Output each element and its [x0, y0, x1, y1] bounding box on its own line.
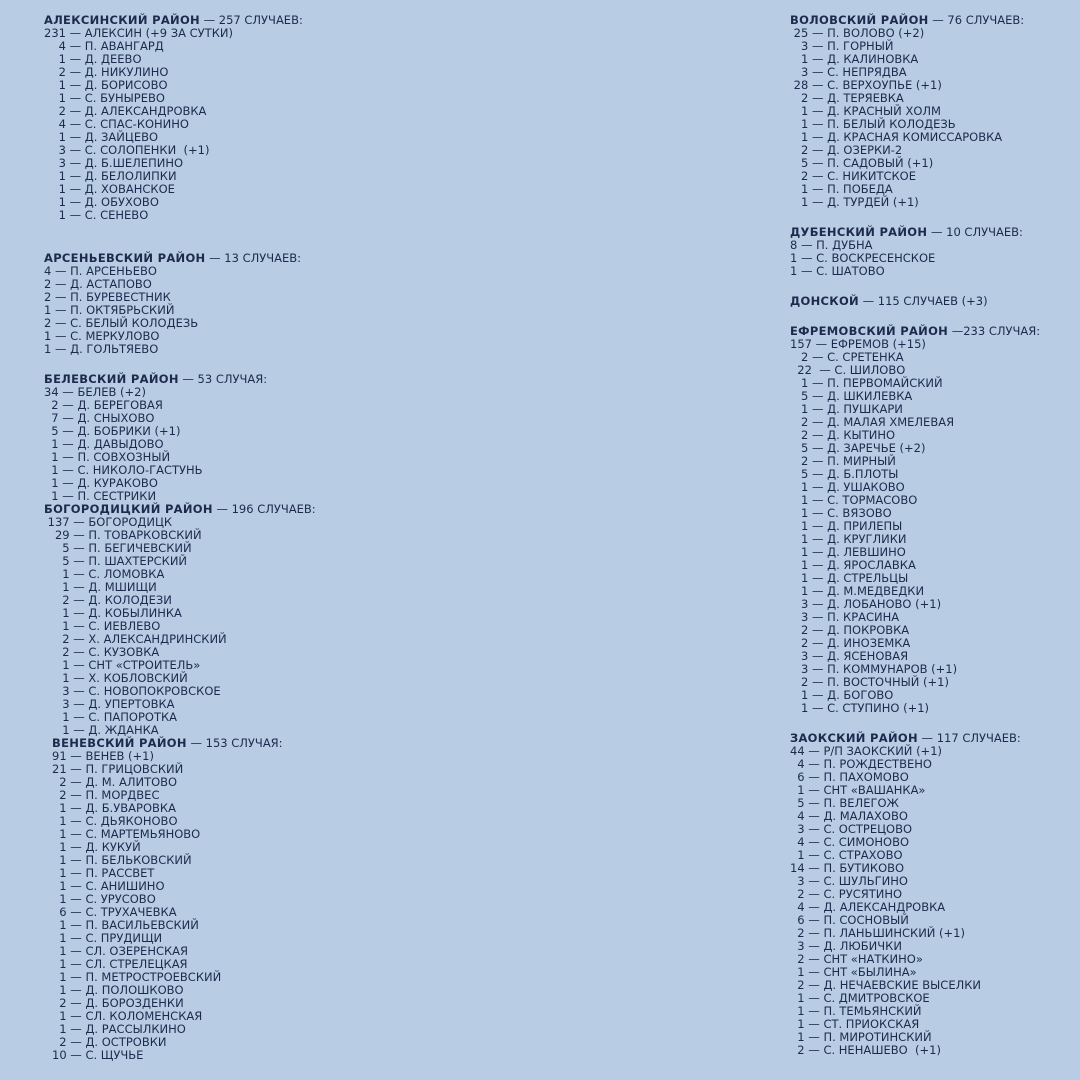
locality-entry: 34 — БЕЛЕВ (+2)	[44, 385, 146, 399]
locality-entry: 1 — С. СТРАХОВО	[790, 848, 903, 862]
locality-entry: 1 — Д. КУКУЙ	[52, 840, 141, 854]
locality-entry: 1 — П. СЕСТРИКИ	[44, 489, 157, 503]
locality-entry: 1 — Д. УШАКОВО	[790, 480, 905, 494]
locality-entry: 1 — Д. ДЕЕВО	[44, 52, 142, 66]
locality-entry: 1 — Д. ХОВАНСКОЕ	[44, 182, 175, 196]
district-summary: —233 СЛУЧАЯ:	[948, 324, 1041, 338]
locality-entry: 157 — ЕФРЕМОВ (+15)	[790, 337, 926, 351]
locality-entry: 1 — С. ИЕВЛЕВО	[44, 619, 161, 633]
district-block	[790, 732, 1075, 1057]
locality-entry: 1 — Д. РАССЫЛКИНО	[52, 1022, 186, 1036]
locality-entry: 1 — С. ШАТОВО	[790, 264, 885, 278]
district-summary: — 117 СЛУЧАЕВ:	[917, 731, 1021, 745]
locality-entry: 2 — П. ВОСТОЧНЫЙ (+1)	[790, 675, 949, 689]
locality-entry: 1 — П. БЕЛЫЙ КОЛОДЕЗЬ	[790, 117, 956, 131]
locality-entry: 3 — П. КОММУНАРОВ (+1)	[790, 662, 958, 676]
locality-entry: 3 — С. НОВОПОКРОВСКОЕ	[44, 684, 221, 698]
locality-entry: 1 — СНТ «БЫЛИНА»	[790, 965, 917, 979]
locality-entry: 2 — П. ЛАНЬШИНСКИЙ (+1)	[790, 926, 965, 940]
locality-entry: 1 — П. МЕТРОСТРОЕВСКИЙ	[52, 970, 222, 984]
locality-entry: 1 — П. БЕЛЬКОВСКИЙ	[52, 853, 192, 867]
locality-entry: 1 — Д. БОРИСОВО	[44, 78, 168, 92]
locality-entry: 2 — Д. АСТАПОВО	[44, 277, 152, 291]
locality-entry: 2 — С. НЕНАШЕВО (+1)	[790, 1043, 941, 1057]
locality-entry: 6 — П. ПАХОМОВО	[790, 770, 909, 784]
locality-entry: 1 — Д. КАЛИНОВКА	[790, 52, 919, 66]
locality-entry: 1 — С. БУНЫРЕВО	[44, 91, 165, 105]
locality-entry: 1 — С. СЕНЕВО	[44, 208, 149, 222]
district-name: ЕФРЕМОВСКИЙ РАЙОН	[790, 324, 949, 338]
locality-entry: 1 — Д. ГОЛЬТЯЕВО	[44, 342, 159, 356]
locality-entry: 2 — Д. М. АЛИТОВО	[52, 775, 178, 789]
locality-entry: 1 — Д. ПОЛОШКОВО	[52, 983, 184, 997]
locality-entry: 2 — Д. БЕРЕГОВАЯ	[44, 398, 163, 412]
locality-entry: 2 — С. НИКИТСКОЕ	[790, 169, 916, 183]
district-name: АЛЕКСИНСКИЙ РАЙОН	[44, 13, 200, 27]
locality-entry: 3 — П. ГОРНЫЙ	[790, 39, 894, 53]
locality-entry: 1 — Д. ЖДАНКА	[44, 723, 159, 737]
locality-entry: 1 — Д. М.МЕДВЕДКИ	[790, 584, 925, 598]
district-block	[790, 295, 1075, 308]
locality-entry: 1 — Д. ПУШКАРИ	[790, 402, 903, 416]
locality-entry: 2 — Х. АЛЕКСАНДРИНСКИЙ	[44, 632, 227, 646]
locality-entry: 29 — П. ТОВАРКОВСКИЙ	[44, 528, 202, 542]
district-block	[52, 737, 564, 1062]
locality-entry: 6 — С. ТРУХАЧЕВКА	[52, 905, 177, 919]
locality-entry: 1 — СЛ. КОЛОМЕНСКАЯ	[52, 1009, 203, 1023]
locality-entry: 4 — Д. МАЛАХОВО	[790, 809, 908, 823]
locality-entry: 25 — П. ВОЛОВО (+2)	[790, 26, 925, 40]
district-summary: — 10 СЛУЧАЕВ:	[927, 225, 1023, 239]
locality-entry: 1 — Д. ОБУХОВО	[44, 195, 159, 209]
district-name: ВЕНЕВСКИЙ РАЙОН	[52, 736, 187, 750]
locality-entry: 1 — Д. КРАСНАЯ КОМИССАРОВКА	[790, 130, 1003, 144]
locality-entry: 1 — П. ВАСИЛЬЕВСКИЙ	[52, 918, 199, 932]
locality-entry: 4 — С. СПАС-КОНИНО	[44, 117, 189, 131]
locality-entry: 1 — П. СОВХОЗНЫЙ	[44, 450, 171, 464]
district-block	[790, 325, 1075, 715]
locality-entry: 1 — Д. ТУРДЕЙ (+1)	[790, 195, 919, 209]
locality-entry: 1 — Д. КОБЫЛИНКА	[44, 606, 182, 620]
locality-entry: 2 — Д. АЛЕКСАНДРОВКА	[44, 104, 207, 118]
locality-entry: 44 — Р/П ЗАОКСКИЙ (+1)	[790, 744, 942, 758]
locality-entry: 28 — С. ВЕРХОУПЬЕ (+1)	[790, 78, 942, 92]
locality-entry: 6 — П. СОСНОВЫЙ	[790, 913, 909, 927]
locality-entry: 2 — Д. ИНОЗЕМКА	[790, 636, 911, 650]
locality-entry: 3 — Д. УПЕРТОВКА	[44, 697, 175, 711]
locality-entry: 1 — П. РАССВЕТ	[52, 866, 155, 880]
locality-entry: 1 — С. ДЬЯКОНОВО	[52, 814, 178, 828]
locality-entry: 1 — С. ТОРМАСОВО	[790, 493, 918, 507]
locality-entry: 2 — Д. ТЕРЯЕВКА	[790, 91, 904, 105]
locality-entry: 2 — Д. МАЛАЯ ХМЕЛЕВАЯ	[790, 415, 955, 429]
locality-entry: 4 — Д. АЛЕКСАНДРОВКА	[790, 900, 946, 914]
district-summary: — 196 СЛУЧАЕВ:	[212, 502, 316, 516]
locality-entry: 91 — ВЕНЕВ (+1)	[52, 749, 154, 763]
locality-entry: 1 — П. МИРОТИНСКИЙ	[790, 1030, 932, 1044]
locality-entry: 1 — Д. ЗАЙЦЕВО	[44, 130, 159, 144]
locality-entry: 1 — Д. БОГОВО	[790, 688, 894, 702]
locality-entry: 3 — Д. ЛЮБИЧКИ	[790, 939, 902, 953]
locality-entry: 1 — С. НИКОЛО-ГАСТУНЬ	[44, 463, 203, 477]
locality-entry: 1 — СЛ. СТРЕЛЕЦКАЯ	[52, 957, 188, 971]
locality-entry: 1 — Д. ДАВЫДОВО	[44, 437, 164, 451]
locality-entry: 3 — П. КРАСИНА	[790, 610, 900, 624]
locality-entry: 1 — С. ВЯЗОВО	[790, 506, 892, 520]
locality-entry: 8 — П. ДУБНА	[790, 238, 873, 252]
district-block	[44, 14, 564, 222]
district-summary: — 257 СЛУЧАЕВ:	[199, 13, 303, 27]
locality-entry: 4 — П. АРСЕНЬЕВО	[44, 264, 157, 278]
locality-entry: 14 — П. БУТИКОВО	[790, 861, 905, 875]
district-summary: — 13 СЛУЧАЕВ:	[205, 251, 302, 265]
locality-entry: 1 — СНТ «ВАШАНКА»	[790, 783, 926, 797]
locality-entry: 22 — С. ШИЛОВО	[790, 363, 906, 377]
locality-entry: 4 — П. АВАНГАРД	[44, 39, 164, 53]
locality-entry: 1 — Д. КРУГЛИКИ	[790, 532, 907, 546]
locality-entry: 1 — П. ПОБЕДА	[790, 182, 893, 196]
locality-entry: 2 — Д. ОЗЕРКИ-2	[790, 143, 903, 157]
district-name: АРСЕНЬЕВСКИЙ РАЙОН	[44, 251, 206, 265]
locality-entry: 5 — П. БЕГИЧЕВСКИЙ	[44, 541, 192, 555]
locality-entry: 1 — С. ВОСКРЕСЕНСКОЕ	[790, 251, 936, 265]
district-name: ДУБЕНСКИЙ РАЙОН	[790, 225, 928, 239]
locality-entry: 2 — С. РУСЯТИНО	[790, 887, 903, 901]
locality-entry: 2 — Д. ПОКРОВКА	[790, 623, 910, 637]
district-name: БОГОРОДИЦКИЙ РАЙОН	[44, 502, 213, 516]
locality-entry: 1 — СНТ «СТРОИТЕЛЬ»	[44, 658, 201, 672]
district-block	[44, 252, 564, 356]
locality-entry: 1 — СТ. ПРИОКСКАЯ	[790, 1017, 920, 1031]
district-name: БЕЛЕВСКИЙ РАЙОН	[44, 372, 179, 386]
locality-entry: 2 — Д. КЫТИНО	[790, 428, 896, 442]
district-block	[790, 226, 1075, 278]
locality-entry: 3 — Д. ЯСЕНОВАЯ	[790, 649, 909, 663]
locality-entry: 1 — Д. ЯРОСЛАВКА	[790, 558, 916, 572]
locality-entry: 5 — П. ВЕЛЕГОЖ	[790, 796, 899, 810]
locality-entry: 1 — Д. БЕЛОЛИПКИ	[44, 169, 177, 183]
locality-entry: 1 — Д. СТРЕЛЬЦЫ	[790, 571, 909, 585]
locality-entry: 1 — С. ПАПОРОТКА	[44, 710, 178, 724]
locality-entry: 5 — Д. ШКИЛЕВКА	[790, 389, 913, 403]
locality-entry: 10 — С. ЩУЧЬЕ	[52, 1048, 144, 1062]
locality-entry: 5 — Д. Б.ПЛОТЫ	[790, 467, 899, 481]
locality-entry: 1 — П. ПЕРВОМАЙСКИЙ	[790, 376, 943, 390]
locality-entry: 21 — П. ГРИЦОВСКИЙ	[52, 762, 184, 776]
right-column	[790, 14, 1075, 1057]
locality-entry: 1 — Д. ПРИЛЕПЫ	[790, 519, 903, 533]
locality-entry: 1 — Д. Б.УВАРОВКА	[52, 801, 176, 815]
locality-entry: 3 — С. ШУЛЬГИНО	[790, 874, 908, 888]
locality-entry: 4 — С. СИМОНОВО	[790, 835, 910, 849]
locality-entry: 1 — Д. МШИЩИ	[44, 580, 157, 594]
locality-entry: 1 — С. ДМИТРОВСКОЕ	[790, 991, 930, 1005]
locality-entry: 2 — СНТ «НАТКИНО»	[790, 952, 923, 966]
locality-entry: 137 — БОГОРОДИЦК	[44, 515, 173, 529]
district-block	[44, 373, 564, 503]
district-name: ЗАОКСКИЙ РАЙОН	[790, 731, 918, 745]
locality-entry: 5 — П. ШАХТЕРСКИЙ	[44, 554, 188, 568]
locality-entry: 2 — Д. НИКУЛИНО	[44, 65, 169, 79]
district-block	[44, 503, 564, 737]
locality-entry: 3 — С. ОСТРЕЦОВО	[790, 822, 913, 836]
locality-entry: 1 — С. МАРТЕМЬЯНОВО	[52, 827, 201, 841]
locality-entry: 5 — П. САДОВЫЙ (+1)	[790, 156, 934, 170]
locality-entry: 1 — С. АНИШИНО	[52, 879, 165, 893]
district-summary: — 76 СЛУЧАЕВ:	[928, 13, 1025, 27]
locality-entry: 2 — Д. БОРОЗДЕНКИ	[52, 996, 184, 1010]
locality-entry: 2 — Д. КОЛОДЕЗИ	[44, 593, 172, 607]
locality-entry: 1 — С. УРУСОВО	[52, 892, 156, 906]
locality-entry: 1 — П. ТЕМЬЯНСКИЙ	[790, 1004, 922, 1018]
locality-entry: 1 — Х. КОБЛОВСКИЙ	[44, 671, 188, 685]
locality-entry: 7 — Д. СНЫХОВО	[44, 411, 155, 425]
locality-entry: 1 — Д. КРАСНЫЙ ХОЛМ	[790, 104, 941, 118]
district-heading	[790, 295, 1075, 308]
locality-entry: 4 — П. РОЖДЕСТВЕНО	[790, 757, 932, 771]
locality-entry: 1 — С. МЕРКУЛОВО	[44, 329, 160, 343]
locality-entry: 2 — С. КУЗОВКА	[44, 645, 160, 659]
locality-entry: 2 — Д. НЕЧАЕВСКИЕ ВЫСЕЛКИ	[790, 978, 982, 992]
locality-entry: 1 — С. ПРУДИЩИ	[52, 931, 163, 945]
locality-entry: 3 — Д. ЛОБАНОВО (+1)	[790, 597, 942, 611]
district-summary: — 153 СЛУЧАЯ:	[186, 736, 283, 750]
locality-entry: 1 — С. СТУПИНО (+1)	[790, 701, 930, 715]
district-summary: — 115 СЛУЧАЕВ (+3)	[858, 294, 988, 308]
locality-entry: 1 — С. ЛОМОВКА	[44, 567, 165, 581]
district-block	[790, 14, 1075, 209]
district-name: ВОЛОВСКИЙ РАЙОН	[790, 13, 929, 27]
district-name: ДОНСКОЙ	[790, 294, 859, 308]
locality-entry: 2 — С. СРЕТЕНКА	[790, 350, 904, 364]
locality-entry: 2 — Д. ОСТРОВКИ	[52, 1035, 167, 1049]
locality-entry: 2 — П. МОРДВЕС	[52, 788, 160, 802]
locality-entry: 1 — Д. ЛЕВШИНО	[790, 545, 906, 559]
locality-entry: 2 — П. МИРНЫЙ	[790, 454, 896, 468]
locality-entry: 3 — С. НЕПРЯДВА	[790, 65, 907, 79]
locality-entry: 231 — АЛЕКСИН (+9 ЗА СУТКИ)	[44, 26, 233, 40]
locality-entry: 2 — С. БЕЛЫЙ КОЛОДЕЗЬ	[44, 316, 199, 330]
locality-entry: 5 — Д. БОБРИКИ (+1)	[44, 424, 181, 438]
locality-entry: 5 — Д. ЗАРЕЧЬЕ (+2)	[790, 441, 926, 455]
locality-entry: 1 — СЛ. ОЗЕРЕНСКАЯ	[52, 944, 189, 958]
left-column	[44, 14, 564, 1062]
district-summary: — 53 СЛУЧАЯ:	[178, 372, 268, 386]
locality-entry: 3 — Д. Б.ШЕЛЕПИНО	[44, 156, 184, 170]
locality-entry: 3 — С. СОЛОПЕНКИ (+1)	[44, 143, 210, 157]
locality-entry: 2 — П. БУРЕВЕСТНИК	[44, 290, 171, 304]
locality-entry: 1 — П. ОКТЯБРЬСКИЙ	[44, 303, 175, 317]
locality-entry: 1 — Д. КУРАКОВО	[44, 476, 158, 490]
